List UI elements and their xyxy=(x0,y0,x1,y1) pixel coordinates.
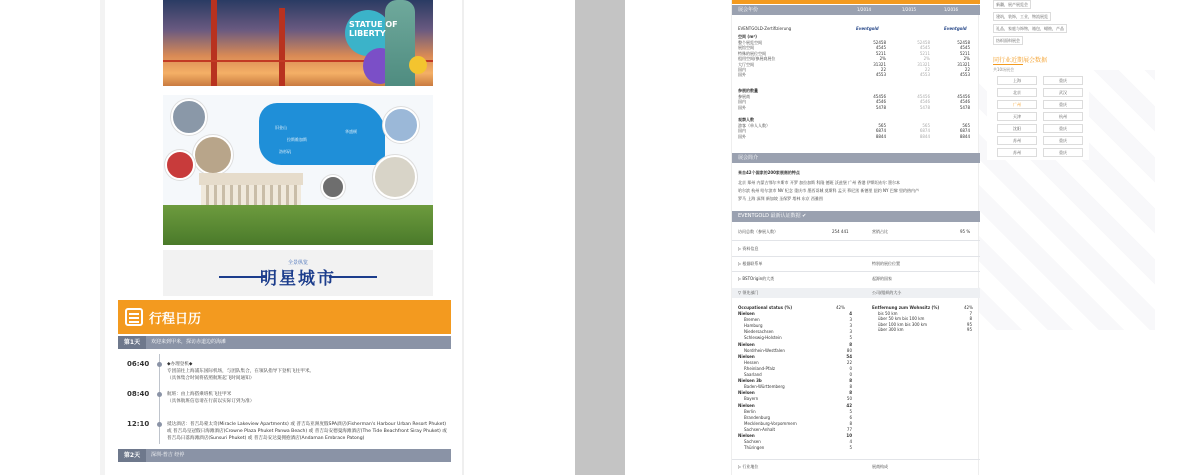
region-label: Niedersachsen xyxy=(744,329,774,335)
region-value: 5 xyxy=(849,445,852,451)
cell-value: 5478 xyxy=(959,104,970,110)
expand-row[interactable] xyxy=(738,261,762,267)
liberty-figure xyxy=(385,0,415,86)
cell-value: 2% xyxy=(963,56,970,62)
star-city-banner xyxy=(163,250,433,296)
distance-label: bis 50 km xyxy=(878,311,898,316)
liberty-dot xyxy=(409,56,427,74)
distance-title: Entfernung zum Wohnsitz (%) xyxy=(872,305,940,310)
city-link[interactable]: 武汉 xyxy=(1043,88,1083,97)
intro-title: 来自42个国家的200家展商的特点 xyxy=(738,170,800,175)
cell-value: 6874 xyxy=(875,128,886,134)
event-text: 抵达酒店：普吉岛蒙太奇(Miracle Lakeview Apartments) 或 普吉岛亚洲度假SPA酒店(Fisherman's Harbour Urban Resort Phuket) 或 普吉岛皇冠假日海滩酒店(Crowne Plaza Phuket Panwa Beach) 或 普吉岛安德曼海滩酒店(The Tide Beachfront Siray Phuket) 或 普吉岛日落海滩酒店(Sunsuri Phuket) 或 普吉岛安达曼拥抱酒店(Andaman Embrace Patong) xyxy=(167,422,447,441)
city-photo-circle xyxy=(373,155,417,199)
day-tag: 第1天 xyxy=(118,336,146,349)
cell-value: 22 xyxy=(880,67,886,72)
intro-header-label: 展会简介 xyxy=(738,155,759,161)
region-value: 22 xyxy=(846,359,852,365)
cell-value: 5211 xyxy=(875,50,886,56)
region-label: Rheinland-Pfalz xyxy=(744,365,775,371)
cell-value: 8844 xyxy=(875,133,886,139)
row-label: 国外 xyxy=(738,104,746,110)
region-value: 80 xyxy=(846,347,852,353)
day-bar xyxy=(118,449,451,462)
bridge-tower xyxy=(279,8,285,86)
stat-value: 95 % xyxy=(960,229,971,234)
eventgold-logo: Eventgold xyxy=(856,26,879,31)
event-text: ◆办理登机◆ 专团前往上海浦东国际机场，与团队集合，在领队指导下登机飞往甲米。 （具体集合时间将依照航班起飞时间通知） xyxy=(167,362,315,381)
cell-value: 8844 xyxy=(959,133,970,139)
day-text: 欢迎来到甲米，探访赤道边的海滩 xyxy=(151,339,227,345)
timeline-dot xyxy=(157,422,162,427)
region-value: 8 xyxy=(849,420,852,426)
region-label: Mecklenburg-Vorpommern xyxy=(744,420,797,426)
timeline-dot xyxy=(157,392,162,397)
distance-label: über 300 km xyxy=(878,327,904,333)
expand-row-label: 根据联系单 xyxy=(742,261,763,266)
divider xyxy=(732,271,980,272)
cell-value: 565 xyxy=(878,123,886,128)
distance-value: 95 xyxy=(966,327,972,333)
row-label: 租用空间/参展商展位 xyxy=(738,56,776,62)
day-bar xyxy=(118,336,451,349)
region-value: 8 xyxy=(849,384,852,390)
region-value: 4 xyxy=(849,439,852,445)
cell-value: 31321 xyxy=(873,61,886,67)
cell-value: 45456 xyxy=(873,94,886,99)
region-label: Saarland xyxy=(744,372,762,377)
expand-row-open xyxy=(738,290,758,296)
row-label: 国外 xyxy=(738,72,746,78)
chevron-right-icon: ▷ xyxy=(738,246,743,251)
sidebar-subtitle: 共10场展会 xyxy=(993,67,1015,72)
cell-value: 8844 xyxy=(919,133,930,139)
cell-value: 45456 xyxy=(917,94,930,99)
region-label: Brandenburg xyxy=(744,414,771,420)
timeline-dot xyxy=(157,362,162,367)
table-header xyxy=(732,5,980,15)
occupational-title: Occupational status (%) xyxy=(738,305,793,310)
chevron-right-icon: ▷ xyxy=(738,276,743,281)
region-label: Nielsen 3b xyxy=(738,378,762,384)
event-time: 12:10 xyxy=(127,420,150,428)
trees xyxy=(163,205,433,245)
cell-value: 4545 xyxy=(959,45,970,51)
statue-of-liberty-graphic xyxy=(335,0,427,86)
star-banner-title: 明星城市 xyxy=(260,269,336,289)
row-label: 参展商 xyxy=(738,94,750,99)
region-value: 42 xyxy=(846,402,852,408)
row-label: 国外 xyxy=(738,133,746,139)
occupational-value: 42% xyxy=(836,305,845,310)
row-label: 国内 xyxy=(738,128,746,134)
divider xyxy=(732,459,980,460)
sector-right: 公司/组织的大小 xyxy=(872,290,902,295)
city-photo-circle xyxy=(171,99,207,135)
stat-label: 营销占比 xyxy=(872,229,888,234)
cell-value: 4553 xyxy=(959,72,970,78)
expand-row-label: 资料信息 xyxy=(742,246,759,251)
region-value: 10 xyxy=(846,433,852,438)
itinerary-header xyxy=(118,300,451,334)
region-label: Baden-Württemberg xyxy=(744,384,785,390)
region-label: Schleswig-Holstein xyxy=(744,335,782,341)
table-header-label: 展会年份 xyxy=(738,7,759,13)
cell-value: 31321 xyxy=(957,61,970,67)
section-title: 观察人数 xyxy=(738,117,754,122)
cell-value: 52458 xyxy=(917,40,930,45)
row-label: 游客（单人人数） xyxy=(738,123,770,128)
sector-row[interactable] xyxy=(732,288,980,298)
star-banner-small: 全景纵览 xyxy=(287,260,308,266)
expand-row[interactable] xyxy=(738,276,774,282)
region-label: Nielsen xyxy=(738,353,755,359)
category-tag[interactable]: 建筑，装饰，工业，物流展览 xyxy=(993,12,1051,21)
map-label: 拉斯维加斯 xyxy=(287,137,307,142)
section-title: 参展的数量 xyxy=(738,88,758,93)
region-value: 6 xyxy=(849,414,852,420)
expand-row-right: 展商构成 xyxy=(872,464,888,469)
distance-label: über 100 km bis 300 km xyxy=(878,321,927,327)
column-header: 1/2014 xyxy=(857,7,872,12)
region-value: 3 xyxy=(849,317,852,323)
cell-value: 22 xyxy=(924,67,930,72)
map-label: 旧金山 xyxy=(275,125,287,130)
divider xyxy=(732,240,980,241)
cell-value: 31321 xyxy=(917,61,930,67)
row-label: 大厅空间 xyxy=(738,61,754,67)
timeline-line xyxy=(159,354,160,444)
region-label: Berlin xyxy=(744,408,756,414)
intro-header xyxy=(732,153,980,163)
title-underline xyxy=(993,64,1023,65)
sidebar xyxy=(987,0,1089,160)
column-header: 1/2015 xyxy=(902,7,917,12)
usa-collage xyxy=(163,95,433,245)
cell-value: 2% xyxy=(923,56,930,62)
cell-value: 6874 xyxy=(919,128,930,134)
region-label: Nielsen xyxy=(738,390,755,396)
chevron-right-icon: ▷ xyxy=(738,464,743,469)
column-header: 1/2016 xyxy=(944,7,959,12)
accent-bar xyxy=(732,0,980,4)
region-label: Bayern xyxy=(744,396,759,402)
cell-value: 4553 xyxy=(875,72,886,78)
category-tag[interactable]: 纺织面料展会 xyxy=(993,36,1023,45)
row-label: 展馆空间 xyxy=(738,45,754,51)
cell-value: 5211 xyxy=(919,50,930,56)
row-label: 整个展览空间 xyxy=(738,40,762,45)
city-photo-circle xyxy=(383,107,419,143)
distance-value: 8 xyxy=(969,316,972,322)
region-value: 77 xyxy=(846,426,852,432)
city-link[interactable]: 北京 xyxy=(997,88,1037,97)
region-label: Nielsen xyxy=(738,341,755,347)
divider xyxy=(100,0,105,475)
left-document-panel xyxy=(0,0,575,475)
memorial-roof xyxy=(199,173,303,185)
eventgold-header xyxy=(732,211,980,222)
expand-row-label: 行业地位 xyxy=(742,464,759,469)
city-link[interactable]: 杭州 xyxy=(1043,112,1083,121)
cell-value: 4546 xyxy=(959,99,970,105)
intro-line: 哈尔滨 杭州 哈尔滨市 NV 纪念 重庆市 墨西哥城 莫斯科 孟买 慕尼黑 新德里 纽约 NY 巴黎 里约热内卢 xyxy=(738,188,919,193)
expand-row-right: 特别的展位位置 xyxy=(872,261,900,266)
distance-value: 95 xyxy=(966,321,972,327)
row-label: 国内 xyxy=(738,67,746,72)
sector-left: 领先部门 xyxy=(742,290,759,295)
category-tag[interactable]: 礼品，家庭与饰物，箱包，蜡烛，产品 xyxy=(993,24,1067,33)
region-value: 5 xyxy=(849,335,852,341)
usa-map xyxy=(259,103,385,165)
intro-line: 北京 郑州 内蒙古鄂尔多斯市 开罗 加拉加斯 科隆 德班 沃兹堡 广州 香港 伊斯坦布尔 墨尔本 xyxy=(738,180,900,185)
calendar-icon xyxy=(125,308,143,326)
region-label: Nielsen xyxy=(738,311,755,316)
region-value: 0 xyxy=(849,365,852,371)
cell-value: 2% xyxy=(879,56,886,62)
region-value: 3 xyxy=(849,329,852,335)
sidebar-title: 同行业近期展会数据 xyxy=(993,57,1048,64)
region-label: Hamburg xyxy=(744,323,763,329)
city-link[interactable]: 天津 xyxy=(997,112,1037,121)
distance-value: 42% xyxy=(964,305,973,310)
region-value: 8 xyxy=(849,378,852,384)
section-title: 空间 (m²) xyxy=(738,34,757,39)
cell-value: 4546 xyxy=(875,99,886,105)
expand-row-right: 起源的国家 xyxy=(872,276,892,281)
divider xyxy=(462,0,464,475)
region-value: 8 xyxy=(849,390,852,396)
stat-label: 访问总数（参展人数） xyxy=(738,229,778,234)
row-label: 国内 xyxy=(738,99,746,105)
city-link[interactable]: 广州 xyxy=(997,100,1037,109)
cell-value: 4546 xyxy=(919,99,930,105)
cell-value: 565 xyxy=(962,123,970,128)
region-value: 4 xyxy=(849,311,852,316)
cell-value: 22 xyxy=(964,67,970,72)
region-value: 5 xyxy=(849,408,852,414)
intro-line: 罗马 上海 深圳 新加坡 圣保罗 塔林 东京 西雅图 xyxy=(738,196,823,201)
city-link[interactable]: 重庆 xyxy=(1043,100,1083,109)
event-text: 航班：由上海搭乘班机飞往甲米 （具体航班信息请在行前以实际订到为准） xyxy=(167,392,255,404)
eventgold-header-label: EVENTGOLD 最新认证数据 ✔ xyxy=(738,213,807,219)
stat-value: 254 441 xyxy=(832,229,849,234)
region-label: Hessen xyxy=(744,359,759,365)
map-label: 华盛顿 xyxy=(345,129,357,134)
chevron-down-icon: ▽ xyxy=(738,290,743,295)
cell-value: 52458 xyxy=(873,40,886,45)
gutter xyxy=(575,0,625,475)
region-label: Nielsen xyxy=(738,402,755,408)
distance-label: über 50 km bis 100 km xyxy=(878,316,925,322)
region-value: 50 xyxy=(846,396,852,402)
cell-value: 5478 xyxy=(919,104,930,110)
region-label: Nielsen xyxy=(738,433,755,438)
itinerary-page xyxy=(115,0,451,475)
event-time: 06:40 xyxy=(127,360,150,368)
city-link[interactable]: 重庆 xyxy=(1043,136,1083,145)
itinerary-title: 行程日历 xyxy=(149,312,202,327)
city-link[interactable]: 上海 xyxy=(997,76,1037,85)
cell-value: 6874 xyxy=(959,128,970,134)
cert-label: EVENTGOLD-Zertifizierung xyxy=(738,26,792,31)
region-label: Sachsen xyxy=(744,439,761,445)
region-value: 54 xyxy=(846,353,852,359)
region-value: 8 xyxy=(849,341,852,347)
city-link[interactable]: 苏州 xyxy=(997,148,1037,157)
cell-value: 45456 xyxy=(957,94,970,99)
city-link[interactable]: 重庆 xyxy=(1043,124,1083,133)
chevron-right-icon: ▷ xyxy=(738,261,743,266)
row-label: 特殊的展位空间 xyxy=(738,50,766,56)
region-label: Sachsen-Anhalt xyxy=(744,426,776,432)
region-value: 0 xyxy=(849,372,852,377)
eventgold-logo: Eventgold xyxy=(944,26,967,31)
city-link[interactable]: 沈阳 xyxy=(997,124,1037,133)
city-photo-circle xyxy=(193,135,233,175)
cell-value: 5478 xyxy=(875,104,886,110)
expand-row[interactable] xyxy=(738,464,758,470)
city-photo-circle xyxy=(321,175,345,199)
city-link[interactable]: 重庆 xyxy=(1043,148,1083,157)
golden-gate-photo xyxy=(163,0,433,86)
distance-value: 7 xyxy=(969,311,972,316)
region-label: Thüringen xyxy=(744,445,765,451)
expand-row-label: BSTOrigin的大类 xyxy=(742,276,775,281)
region-label: Bremen xyxy=(744,317,760,323)
day-text: 深圳-普吉 经停 xyxy=(151,452,185,458)
map-label: 洛杉矶 xyxy=(279,149,291,154)
category-tag[interactable]: 新疆，展产展览会 xyxy=(993,0,1031,9)
cell-value: 52458 xyxy=(957,40,970,45)
cell-value: 565 xyxy=(922,123,930,128)
cell-value: 4545 xyxy=(875,45,886,51)
region-label: Nordrhein-Westfalen xyxy=(744,347,785,353)
liberty-text: STATUE OF LIBERTY xyxy=(349,20,398,38)
cell-value: 5211 xyxy=(959,50,970,56)
cell-value: 4553 xyxy=(919,72,930,78)
cell-value: 4545 xyxy=(919,45,930,51)
event-time: 08:40 xyxy=(127,390,150,398)
bridge-tower xyxy=(211,0,217,86)
right-document-panel xyxy=(625,0,1200,475)
city-link[interactable]: 重庆 xyxy=(1043,76,1083,85)
day-tag: 第2天 xyxy=(118,449,146,462)
expand-row[interactable] xyxy=(738,246,758,252)
divider xyxy=(732,256,980,257)
region-value: 3 xyxy=(849,323,852,329)
city-link[interactable]: 苏州 xyxy=(997,136,1037,145)
fair-data-sheet xyxy=(731,0,979,475)
